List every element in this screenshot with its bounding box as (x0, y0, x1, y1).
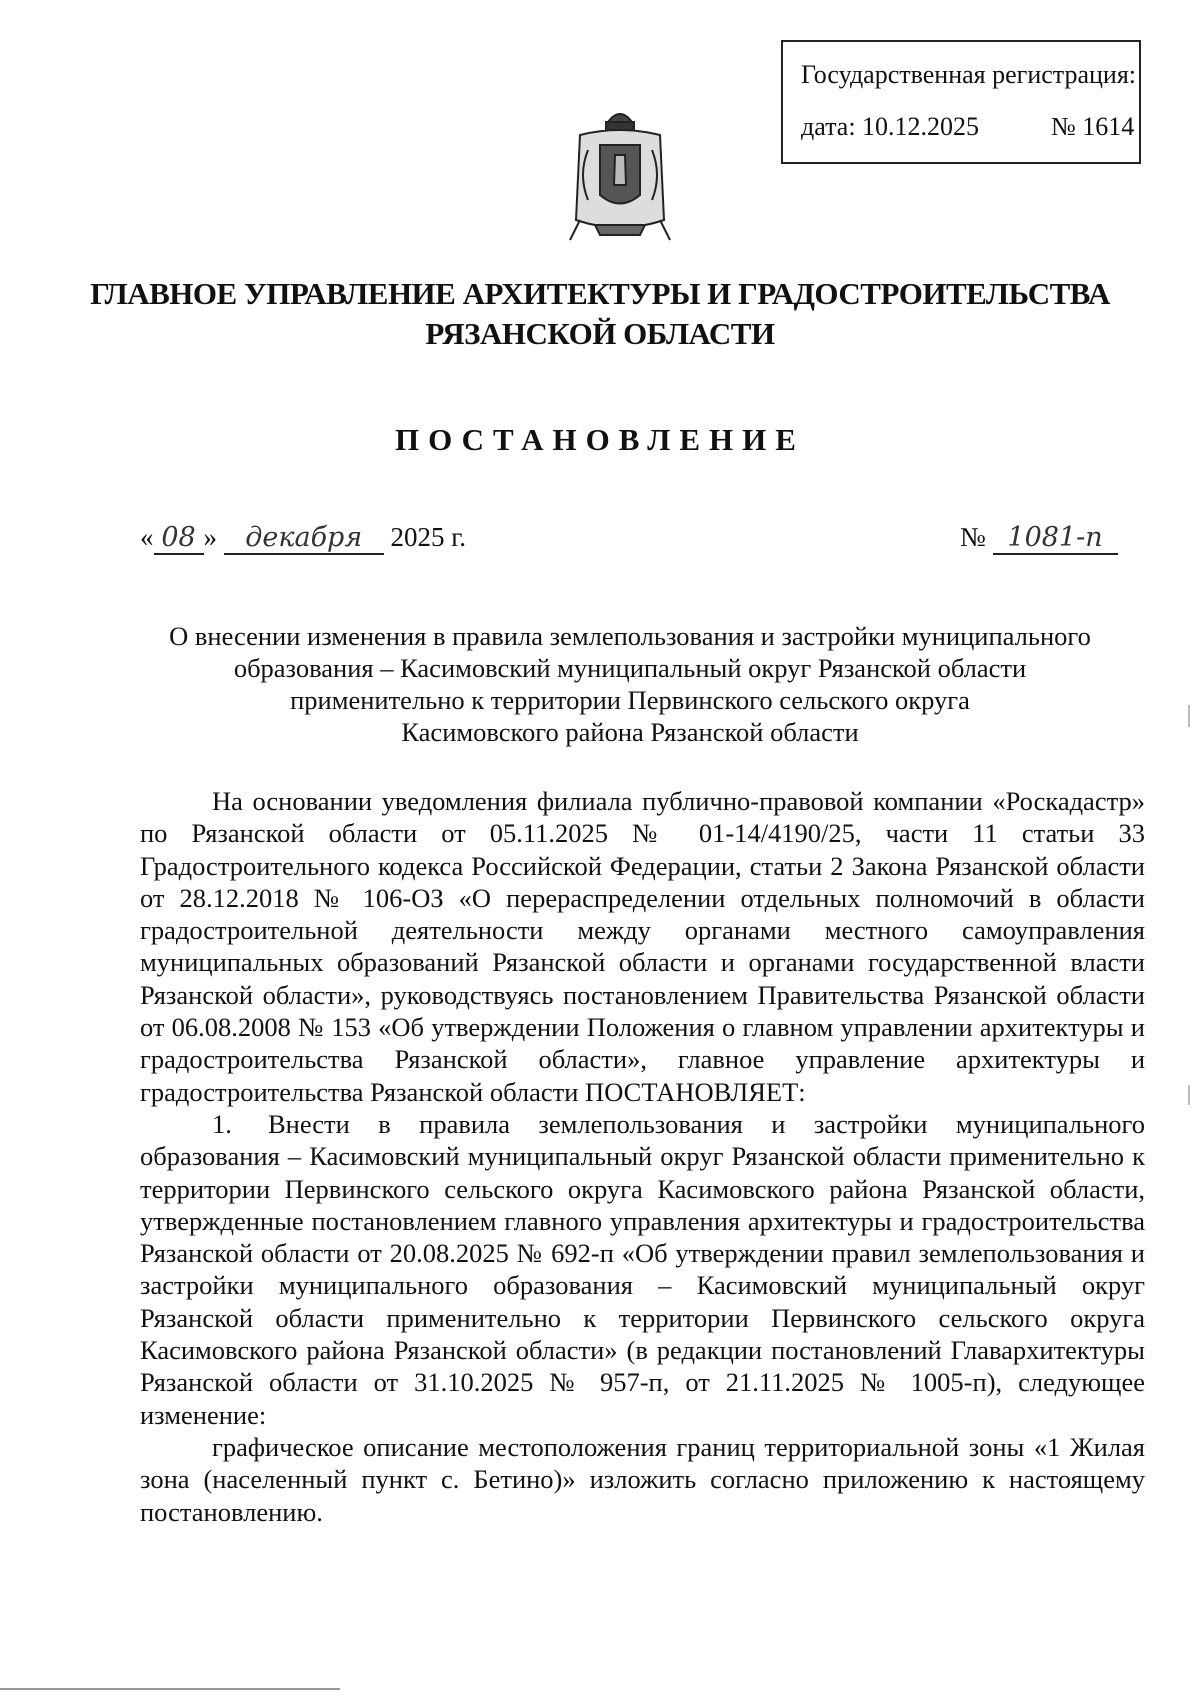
organization-line: ГЛАВНОЕ УПРАВЛЕНИЕ АРХИТЕКТУРЫ И ГРАДОСТРОИТЕЛЬСТВА (90, 276, 1110, 311)
item-number: 1. (212, 1108, 232, 1139)
registration-row (801, 110, 1139, 144)
item-detail-paragraph: графическое описание местоположения границ территориальной зоны «1 Жилая зона (населенный пункт с. Бетино)» изложить согласно приложению к настоящему постановлению. (140, 1431, 1145, 1527)
document-number (960, 522, 1118, 555)
subject-line: О внесении изменения в правила землепользования и застройки муниципального (169, 621, 1091, 651)
number-prefix: № (960, 522, 986, 552)
registration-stamp (781, 40, 1141, 164)
registration-number: № 1614 (1051, 112, 1135, 141)
subject-line: применительно к территории Первинского сельского округа (290, 685, 970, 715)
coat-of-arms-icon (560, 100, 680, 250)
subject-line: образования – Касимовский муниципальный округ Рязанской области (233, 653, 1027, 683)
organization-line: РЯЗАНСКОЙ ОБЛАСТИ (425, 316, 775, 351)
subject-line: Касимовского района Рязанской области (401, 717, 859, 747)
handwritten-day: 08 (154, 522, 204, 555)
registration-title: Государственная регистрация: (801, 60, 1137, 89)
document-body (140, 785, 1145, 1528)
registration-date: дата: 10.12.2025 (801, 112, 980, 141)
item-text: Внести в правила землепользования и застройки муниципального образования – Касимовский муниципальный округ Рязанской области применительно к территории Первинского сельского округа Касимовского района Рязанской области, утвержденные постановлением главного управления архитектуры и градостроительства Рязанской области от 20.08.2025 № 692-п «Об утверждении правил землепользования и застройки муниципального образования – Касимовский муниципальный округ Рязанской области применительно к территории Первинского сельского округа Касимовского района Рязанской области» (в редакции постановлений Главархитектуры Рязанской области от 31.10.2025 № 957-п, от 21.11.2025 № 1005-п), следующее изменение: (140, 1108, 1145, 1430)
preamble-paragraph: На основании уведомления филиала публично-правовой компании «Роскадастр» по Рязанской области от 05.11.2025 № 01-14/4190/25, части 11 статьи 33 Градостроительного кодекса Российской Федерации, статьи 2 Закона Рязанской области от 28.12.2018 № 106-ОЗ «О перераспределении отдельных полномочий в области градостроительной деятельности между органами местного самоуправления муниципальных образований Рязанской области и органами государственной власти Рязанской области», руководствуясь постановлением Правительства Рязанской области от 06.08.2008 № 153 «Об утверждении Положения о главном управлении архитектуры и градостроительства Рязанской области», главное управление архитектуры и градостроительства Рязанской области ПОСТАНОВЛЯЕТ: (140, 786, 1145, 1107)
handwritten-number: 1081-п (993, 522, 1118, 555)
document-subject (130, 620, 1130, 748)
close-quote: » (203, 522, 217, 552)
document-type: ПОСТАНОВЛЕНИЕ (395, 422, 805, 457)
scan-edge-line (0, 1688, 340, 1690)
organization-name (60, 274, 1140, 354)
handwritten-month: декабря (224, 522, 384, 555)
document-date (140, 522, 466, 555)
year: 2025 г. (390, 522, 467, 552)
item-paragraph (140, 1108, 1145, 1431)
scan-artifact (1188, 705, 1190, 727)
scan-artifact (1188, 1085, 1190, 1105)
open-quote: « (140, 522, 154, 552)
